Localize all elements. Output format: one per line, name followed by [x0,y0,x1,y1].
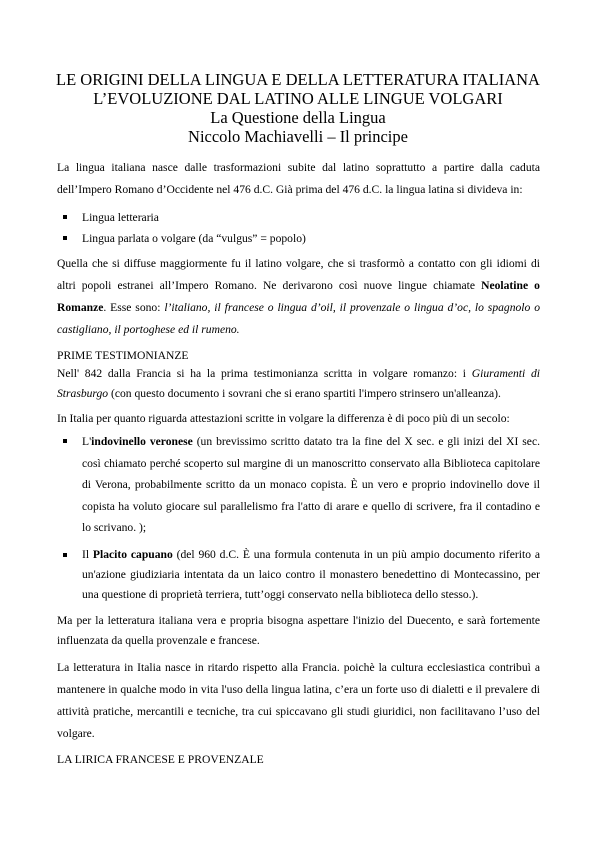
text-span: Quella che si diffuse maggiormente fu il latino volgare, che si trasformò a contatto con gli idiomi di altri popoli estranei all’Impero Romano. Ne derivarono così nuove lingue chiamate [57,257,540,292]
main-title: LE ORIGINI DELLA LINGUA E DELLA LETTERATURA ITALIANA [56,70,540,89]
bullet-icon [63,215,67,219]
neolatine-term: Neolatine o Romanze [57,279,540,314]
ritardo-paragraph: La letteratura in Italia nasce in ritardo rispetto alla Francia. poichè la cultura ecclesiastica contribuì a mantenere in qualche modo in vita l'uso della lingua latina, c’era un forte uso di dialetti e il prevalere di attività pratiche, mercantili e tecniche, tra cui spiccavano gli studi giuridici, non facilitavano l’uso del volgare. [57,660,540,740]
subtitle-question: La Questione della Lingua [210,108,386,127]
subtitle-author: Niccolo Machiavelli – Il principe [188,127,408,146]
latin-types-list [57,207,540,249]
languages-list-text: l’italiano, il francese o lingua d’oil, il provenzale o lingua d’oc, lo spagnolo o castigliano, il portoghese ed il rumeno. [57,301,541,336]
intro-paragraph: La lingua italiana nasce dalle trasformazioni subite dal latino soprattutto a partire dalla caduta dell’Impero Romano d’Occidente nel 476 d.C. Già prima del 476 d.C. la lingua latina si divideva in: [57,161,540,196]
bullet-icon [63,236,67,240]
text-span: . Esse sono: [103,301,165,314]
list-item [57,207,540,228]
text-span: Il [82,547,93,561]
placito-term: Placito capuano [92,547,173,561]
document-body [57,157,540,768]
list-item [57,545,540,605]
section-heading-prime-testimonianze: PRIME TESTIMONIANZE [57,349,189,362]
text-span: (un brevissimo scritto datato tra la fine del X sec. e gli inizi del XI sec. così chiamato perché scoperto sul margine di un manoscritto conservato alla Biblioteca capitolare di Verona, probabilmente scritto da un monaco copista. È un vero e proprio indovinello dove il copista ha voluto giocare sul parallelismo fra l'atto di arare e quello di scrivere, fra il contadino e lo scrivano. ); [82,435,540,534]
text-span: (del 960 d.C. È una formula contenuta in un più ampio documento riferito a un'azione giudiziaria intentata da un laico contro il monastero benedettino di Montecassino, per una questione di proprietà terriera, tutt’oggi conservato nella biblioteca dello stesso.). [82,547,541,601]
duecento-paragraph: Ma per la letteratura italiana vera e propria bisogna aspettare l'inizio del Duecento, e sarà fortemente influenzata da quella provenzale e francese. [57,613,540,647]
giuramenti-title: Giuramenti di Strasburgo [57,367,541,400]
list-item-text: Lingua letteraria [82,211,159,224]
list-item [57,228,540,249]
italy-paragraph: In Italia per quanto riguarda attestazioni scritte in volgare la differenza è di poco più di un secolo: [57,412,510,425]
indovinello-term: indovinello veronese [91,435,193,448]
list-item-text: Lingua parlata o volgare (da “vulgus” = popolo) [82,232,306,245]
text-span: Nell' 842 dalla Francia si ha la prima testimonianza scritta in volgare romanzo: i [57,367,472,380]
testimonies-list [57,431,540,605]
title-block [0,70,596,146]
subtitle: L’EVOLUZIONE DAL LATINO ALLE LINGUE VOLGARI [93,89,503,108]
text-span: L' [82,435,92,448]
bullet-icon [63,553,67,557]
section-heading-lirica: LA LIRICA FRANCESE E PROVENZALE [57,752,264,766]
romance-languages-paragraph [57,253,540,341]
text-span: (con questo documento i sovrani che si erano spartiti l'impero strinsero un'alleanza). [108,387,501,400]
bullet-icon [63,439,67,443]
strasburgo-paragraph [57,364,540,404]
list-item [57,431,540,539]
